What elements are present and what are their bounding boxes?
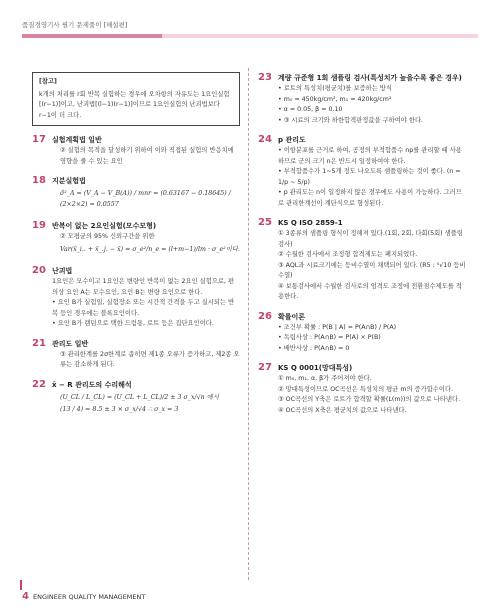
answer-line: ③ AQL과 시료크기에는 등비수열이 채택되어 있다. (R5 : ⁵√10 등비수열)	[278, 261, 466, 279]
question-number: 20	[32, 265, 46, 276]
answer-line: • 요인 B가 실험일, 실험장소 또는 시간적 간격을 두고 실시되는 반복 등인 경우에는 블록요인이다.	[52, 299, 235, 317]
question-number: 24	[258, 134, 272, 145]
formula-line: (U_CL / L_CL) = (U_CL + L_CL)/2 ± 3 σ_x/√n 에서	[60, 393, 219, 401]
question-number: 19	[32, 220, 46, 231]
answer-line: ③ 관리한계를 2σ한계로 좁히면 제1종 오류가 증가하고, 제2종 오류는 감소하게 된다.	[60, 350, 240, 368]
left-column	[32, 72, 240, 418]
question-number: 21	[32, 337, 46, 349]
page-number: 4	[22, 591, 29, 602]
question-18	[32, 175, 240, 212]
formula-line: σ̂²_A = (V_A − V_B(A)) / mnr = (0.63167 − 0.18645) / (2×2×2) = 0.0557	[60, 190, 231, 208]
column-divider	[248, 68, 249, 580]
question-23	[258, 72, 466, 126]
question-title: 실험계획법 일반	[52, 136, 102, 144]
answer-line: ③ OC곡선의 Y축은 로트가 합격할 확률(L(m))의 값으로 나타낸다.	[278, 396, 461, 403]
answer-line: • α = 0.05, β = 0.10	[278, 106, 343, 113]
note-box	[32, 72, 240, 126]
question-title: 확률이론	[278, 312, 306, 321]
question-title: p 관리도	[278, 136, 306, 144]
footer-accent-bar	[20, 580, 22, 590]
answer-line: ② 실험의 목적을 달성하기 위하여 이와 직접된 실험의 반응치에 영향을 줄 수 있는 요인	[60, 147, 234, 165]
question-title: 반복이 없는 2요인실험(모수모형)	[52, 222, 157, 230]
header-bar	[22, 34, 478, 38]
answer-line: ① 3종류의 샘플링 형식이 정해져 있다.(1회, 2회, 다회(5회) 샘플링검사)	[278, 230, 463, 248]
answer-line: • p 관리도는 n이 일정하지 않은 경우에도 사용이 가능하다. 그러므로 관리한계선이 계단식으로 형성된다.	[278, 189, 462, 207]
answer-line: ④ OC곡선의 X축은 평균치의 값으로 나타낸다.	[278, 406, 407, 414]
answer-line: ② 수월한 검사에서 조정형 합격제도는 폐지되었다.	[278, 251, 418, 258]
question-21	[32, 338, 240, 371]
question-24	[258, 134, 466, 209]
note-box-text: k개의 처리를 r회 반복 실험하는 경우에 오차항의 자유도는 1요인실험[(r−1)]이고, 난괴법[(l−1)(r−1)]이므로 1요인실험의 난괴법보다 r−1이 더 크다.	[39, 90, 230, 119]
answer-line: 1요인은 모수이고 1요인은 변량인 반복이 없는 2요인 실험으로, 편의상 요인 A는 모수요인, 요인 B는 변량 요인으로 한다.	[52, 278, 235, 296]
answer-line: ④ 보통검사에서 수월한 검사로의 엄격도 조정에 전환점수제도를 적용한다.	[278, 282, 462, 300]
question-number: 18	[32, 175, 46, 186]
answer-line: • m₀ = 450kg/cm², m₁ = 420kg/cm²	[278, 95, 392, 103]
footer-title: ENGINEER QUALITY MANAGEMENT	[32, 593, 146, 601]
answer-line: ② 망대특성이므로 OC곡선은 특성치의 평균 m의 증가함수이다.	[278, 385, 454, 393]
answer-line: • 배반사상 : P(A∩B) = 0	[278, 344, 350, 352]
question-title: 난괴법	[52, 267, 73, 275]
question-number: 26	[258, 310, 272, 322]
right-column	[258, 72, 466, 416]
question-19	[32, 220, 240, 257]
question-title: x̄ − R 관리도의 수리해석	[52, 380, 132, 389]
answer-line: • 조건부 확률 : P(B | A) = P(A∩B) / P(A)	[278, 323, 397, 331]
question-number: 17	[32, 134, 46, 145]
question-title: KS Q ISO 2859-1	[278, 219, 343, 227]
answer-line: • 요인 B가 랜덤으로 택한 드럼통, 로트 등은 집단요인이다.	[52, 320, 214, 327]
question-title: 관리도 일반	[52, 339, 89, 348]
question-22	[32, 379, 240, 418]
answer-line: • 이항분포를 근거로 하여, 공정의 부적합품수 np를 관리할 때 사용하므로 군의 크기 n은 반드시 일정하여야 한다.	[278, 147, 462, 165]
formula-line: Var(x̄_i.. + x̄_.j. − x̄) = σ_e²/n_e = (l+m−1)/lm · σ_e²이다.	[60, 245, 240, 253]
question-20	[32, 265, 240, 330]
question-27	[258, 362, 466, 416]
question-number: 22	[32, 378, 46, 390]
question-number: 23	[258, 72, 272, 83]
answer-line: • 부적합품수가 1~5개 정도 나오도록 샘플링하는 것이 좋다. (n = 1/p ~ 5/p)	[278, 168, 461, 186]
question-number: 27	[258, 362, 272, 373]
formula-line: (13 / 4) = 8.5 ± 3 × σ_x/√4 ∴ σ_x = 3	[60, 406, 179, 413]
question-25	[258, 217, 466, 303]
answer-line: • 독립사상 : P(A∩B) = P(A) × P(B)	[278, 334, 381, 341]
question-title: KS Q 0001(망대특성)	[278, 364, 353, 372]
answer-line: • ③ 시료의 크기와 하한합격판정값을 구하여야 한다.	[278, 116, 424, 124]
question-title: 계량 규준형 1회 샘플링 검사(특성치가 높을수록 좋은 경우)	[278, 74, 462, 82]
answer-line: ① m₀, m₁, α, β가 주어져야 한다.	[278, 375, 372, 382]
page-header-title: 품질경영기사 필기 문제풀이 [해설편]	[22, 21, 128, 29]
question-number: 25	[258, 217, 272, 228]
page-footer	[22, 591, 145, 602]
question-title: 지분실험법	[52, 177, 86, 185]
question-26	[258, 311, 466, 355]
answer-line: ② 모평균의 95% 신뢰구간을 위한	[60, 233, 155, 240]
note-box-title: [참고]	[39, 78, 57, 85]
answer-line: • 로트의 특성치(평균치)를 보증하는 방식	[278, 85, 392, 92]
question-17	[32, 134, 240, 167]
